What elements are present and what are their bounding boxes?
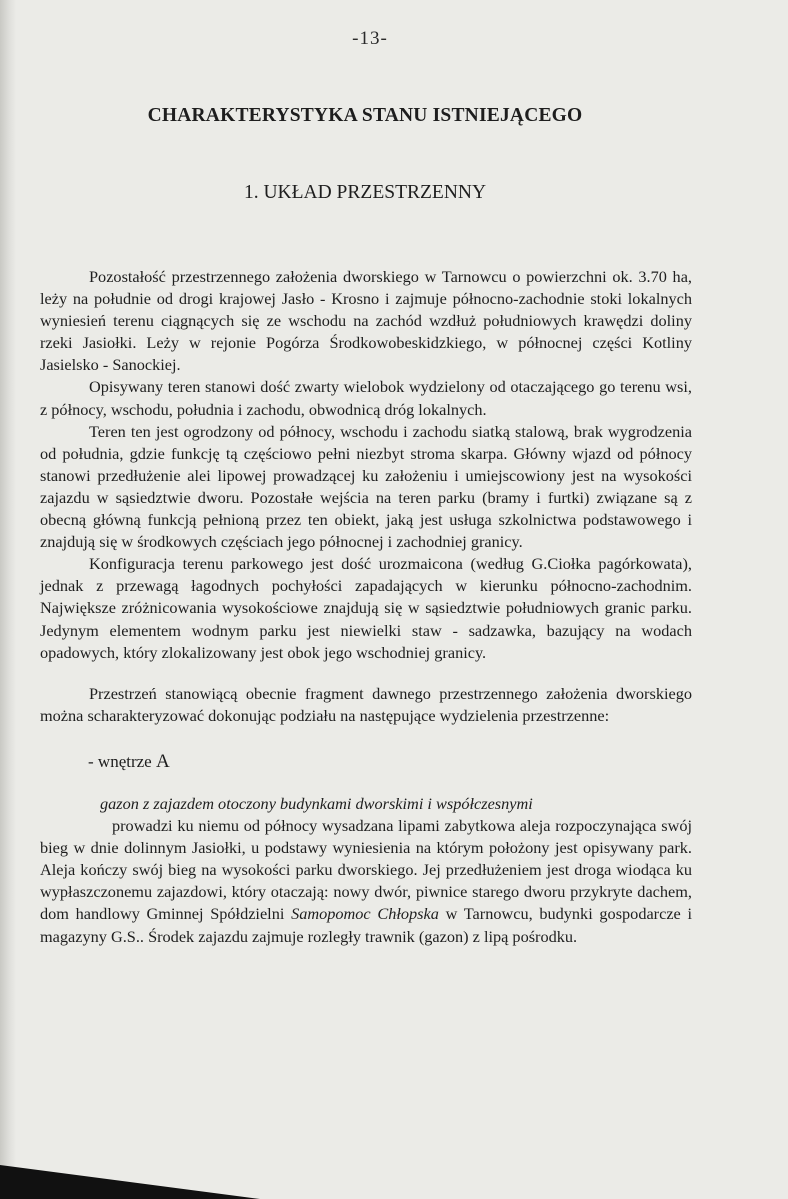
page-number: -13-: [352, 28, 388, 49]
scan-dark-corner: [0, 1165, 260, 1199]
paragraph-location: Pozostałość przestrzennego założenia dworskiego w Tarnowcu o powierzchni ok. 3.70 ha, leży na południe od drogi krajowej Jasło - Krosno i zajmuje północno-zachodnie stoki lokalnych wyniesień terenu ciągnących się ze wschodu na zachód wzdłuż południowych krawędzi doliny rzeki Jasiołki. Leży w rejonie Pogórza Środkowobeskidzkiego, w północnej części Kotliny Jasielsko - Sanockiej.: [40, 267, 692, 375]
interior-a-cooperative-name: Samopomoc Chłopska: [291, 904, 439, 924]
scan-left-edge: [0, 0, 16, 1199]
paragraph-division: Przestrzeń stanowiącą obecnie fragment dawnego przestrzennego założenia dworskiego można scharakteryzować dokonując podziału na następujące wydzielenia przestrzenne:: [40, 683, 692, 725]
section-heading: 1. UKŁAD PRZESTRZENNY: [243, 182, 487, 203]
subsection-prefix: - wnętrze: [88, 751, 152, 771]
interior-a-text-end: w Tarnowcu, budynki gospodarcze i magazyny G.S.. Środek zajazdu zajmuje rozległy trawnik (gazon) z lipą pośrodku.: [40, 904, 692, 946]
subsection-letter: A: [155, 750, 170, 772]
paragraph-interior-a: [40, 815, 692, 948]
page-title: CHARAKTERYSTYKA STANU ISTNIEJĄCEGO: [147, 105, 583, 126]
subsection-heading: [88, 751, 692, 773]
paragraph-terrain: Konfiguracja terenu parkowego jest dość urozmaicona (według G.Ciołka pagórkowata), jednak z przewagą łagodnych pochyłości zapadających w kierunku północno-zachodnim. Największe zróżnicowania wysokościowe znajdują się w sąsiedztwie południowych granic parku. Jedynym elementem wodnym parku jest niewielki staw - sadzawka, bazujący na wodach opadowych, który zlokalizowany jest obok jego wschodniej granicy.: [40, 554, 692, 662]
document-body: [40, 266, 692, 948]
subsection-subtitle: gazon z zajazdem otoczony budynkami dworskimi i współczesnymi: [100, 793, 533, 813]
paragraph-boundaries: Opisywany teren stanowi dość zwarty wielobok wydzielony od otaczającego go terenu wsi, z północy, wschodu, południa i zachodu, obwodnicą dróg lokalnych.: [40, 377, 692, 419]
paragraph-fencing: Teren ten jest ogrodzony od północy, wschodu i zachodu siatką stalową, brak wygrodzenia od południa, gdzie funkcję tą częściowo pełni niezbyt stroma skarpa. Główny wjazd od północy stanowi przedłużenie alei lipowej prowadzącej ku założeniu i umiejscowiony jest na wysokości zajazdu w sąsiedztwie dworu. Pozostałe wejścia na teren parku (bramy i furtki) związane są z obecną główną funkcją pełnioną przez ten obiekt, jaką jest usługa szkolnictwa podstawowego i znajdują się w środkowych częściach jego północnej i zachodniej granicy.: [40, 421, 692, 552]
interior-a-text-start: prowadzi ku niemu od północy wysadzana lipami zabytkowa aleja rozpoczynająca swój bieg w dnie dolinnym Jasiołki, u podstawy wyniesienia na którym położony jest opisywany park. Aleja kończy swój bieg na wysokości parku dworskiego. Jej przedłużeniem jest droga wiodąca ku wypłaszczonemu zajazdowi, który otaczają: nowy dwór, piwnice starego dworu przykryte dachem, dom handlowy Gminnej Spółdzielni: [40, 816, 692, 924]
